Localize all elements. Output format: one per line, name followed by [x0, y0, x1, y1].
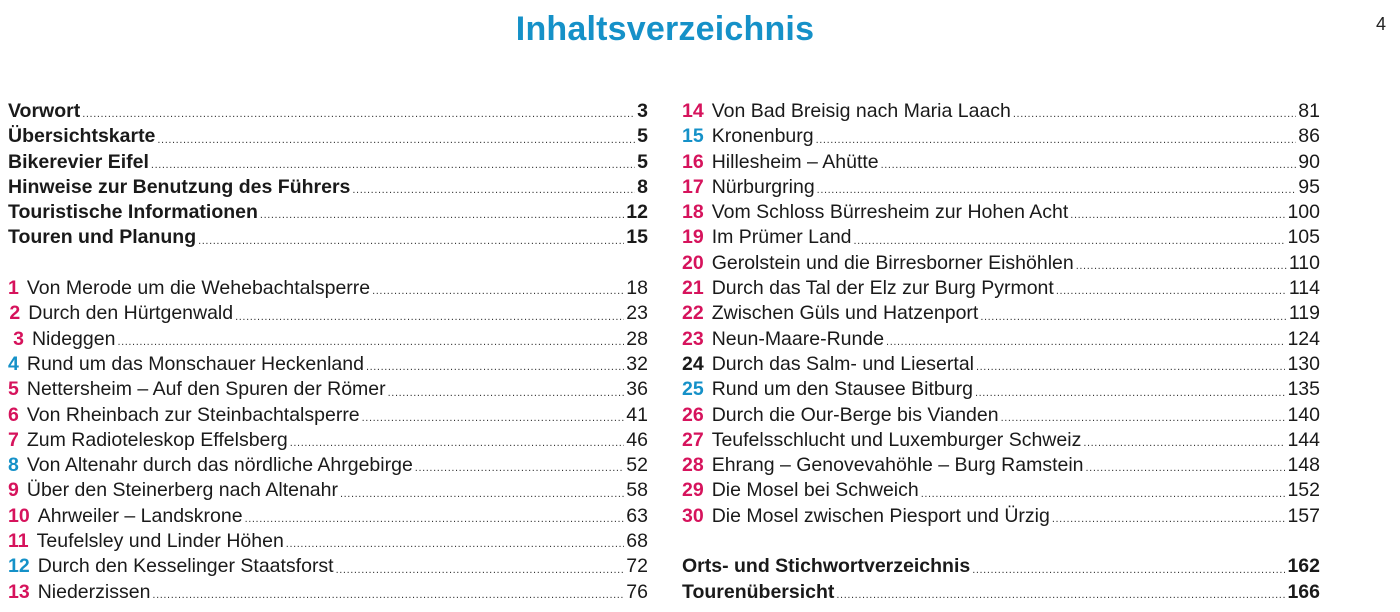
entry-title: Durch den Kesselinger Staatsforst [37, 555, 334, 578]
entry-page-number: 5 [637, 125, 648, 148]
dot-leader [972, 560, 1285, 580]
dot-leader [1076, 256, 1287, 276]
tour-number: 2 [9, 302, 21, 325]
dot-leader [260, 205, 624, 225]
entry-title: Neun-Maare-Runde [711, 327, 885, 350]
entry-page-number: 100 [1287, 201, 1320, 224]
toc-tour-entry[interactable] [682, 225, 1320, 250]
entry-title: Teufelsschlucht und Luxemburger Schweiz [711, 428, 1082, 451]
dot-leader [415, 458, 625, 478]
toc-entry[interactable] [8, 175, 648, 200]
page-title: Inhaltsverzeichnis [515, 10, 815, 48]
toc-tour-entry[interactable] [8, 377, 648, 402]
toc-entry[interactable] [8, 200, 648, 225]
dot-leader [817, 180, 1297, 200]
toc-tour-entry[interactable] [682, 99, 1320, 124]
entry-page-number: 46 [626, 428, 648, 451]
entry-title: Kronenburg [711, 125, 814, 148]
dot-leader [157, 130, 635, 150]
entry-page-number: 157 [1287, 504, 1320, 527]
toc-tour-entry[interactable] [8, 276, 648, 301]
tour-number: 11 [8, 530, 29, 553]
dot-leader [340, 484, 624, 504]
tour-number: 4 [8, 352, 19, 375]
dot-leader [290, 433, 625, 453]
dot-leader [245, 509, 625, 529]
entry-title: Zwischen Güls und Hatzenport [711, 302, 979, 325]
dot-leader [1070, 205, 1285, 225]
toc-tour-entry[interactable] [8, 529, 648, 554]
page-number: 4 [1375, 14, 1386, 34]
entry-title: Orts- und Stichwortverzeichnis [682, 555, 971, 578]
dot-leader [881, 155, 1297, 175]
entry-title: Gerolstein und die Birresborner Eishöhlen [711, 251, 1074, 274]
entry-page-number: 86 [1298, 125, 1320, 148]
entry-page-number: 18 [626, 277, 648, 300]
tour-number: 28 [682, 454, 704, 477]
entry-page-number: 130 [1287, 352, 1320, 375]
toc-tour-entry[interactable] [682, 478, 1320, 503]
dot-leader [372, 281, 624, 301]
tour-number: 24 [682, 352, 704, 375]
entry-title: Durch den Hürtgenwald [28, 302, 234, 325]
entry-title: Übersichtskarte [8, 125, 156, 148]
toc-tour-entry[interactable] [8, 453, 648, 478]
entry-page-number: 12 [626, 201, 648, 224]
tour-number: 14 [682, 100, 704, 122]
tour-number: 9 [8, 479, 19, 502]
entry-title: Nettersheim – Auf den Spuren der Römer [26, 378, 386, 401]
toc-entry[interactable] [8, 150, 648, 175]
entry-page-number: 5 [637, 150, 648, 173]
dot-leader [854, 231, 1286, 251]
dot-leader [235, 307, 624, 327]
entry-page-number: 140 [1287, 403, 1320, 426]
entry-page-number: 119 [1288, 302, 1320, 325]
toc-tour-entry[interactable] [8, 428, 648, 453]
entry-page-number: 90 [1298, 150, 1320, 173]
tour-number: 26 [682, 403, 704, 426]
toc-entry[interactable] [682, 554, 1320, 579]
toc-tour-entry[interactable] [8, 403, 648, 428]
entry-page-number: 23 [626, 302, 648, 325]
toc-tour-entry[interactable] [8, 301, 648, 326]
dot-leader [1056, 281, 1287, 301]
entry-page-number: 152 [1287, 479, 1320, 502]
tour-number: 18 [682, 201, 704, 224]
dot-leader [1086, 458, 1286, 478]
tour-number: 3 [13, 327, 24, 350]
entry-page-number: 81 [1298, 100, 1320, 122]
toc-tour-entry[interactable] [682, 453, 1320, 478]
dot-leader [980, 307, 1287, 327]
entry-title: Von Altenahr durch das nördliche Ahrgebirge [26, 454, 413, 477]
entry-title: Nideggen [31, 327, 116, 350]
dot-leader [151, 155, 635, 175]
tour-number: 22 [682, 302, 704, 325]
dot-leader [1083, 433, 1285, 453]
tour-number: 29 [682, 479, 704, 502]
toc-tour-entry[interactable] [682, 175, 1320, 200]
toc-tour-entry[interactable] [682, 124, 1320, 149]
tour-number: 20 [682, 251, 704, 274]
tour-number: 19 [682, 226, 704, 249]
tour-number: 12 [8, 555, 30, 578]
entry-page-number: 28 [626, 327, 648, 350]
dot-leader [336, 560, 625, 580]
toc-tour-entry[interactable] [8, 352, 648, 377]
entry-title: Ahrweiler – Landskrone [37, 504, 243, 527]
entry-title: Von Rheinbach zur Steinbachtalsperre [26, 403, 360, 426]
toc-tour-entry[interactable] [682, 200, 1320, 225]
tour-number: 25 [682, 378, 704, 401]
toc-tour-entry[interactable] [682, 150, 1320, 175]
toc-right-column [682, 99, 1320, 605]
entry-title: Vorwort [8, 100, 81, 122]
dot-leader [352, 180, 635, 200]
entry-title: Tourenübersicht [682, 580, 835, 603]
tour-number: 21 [682, 277, 704, 300]
toc-tour-entry[interactable] [682, 352, 1320, 377]
entry-title: Durch die Our-Berge bis Vianden [711, 403, 999, 426]
entry-page-number: 58 [626, 479, 648, 502]
entry-page-number: 52 [626, 454, 648, 477]
tour-number: 10 [8, 504, 30, 527]
entry-page-number: 110 [1288, 251, 1320, 274]
entry-page-number: 41 [626, 403, 648, 426]
entry-page-number: 63 [626, 504, 648, 527]
entry-page-number: 166 [1287, 580, 1320, 603]
toc-tour-entry[interactable] [8, 580, 648, 605]
dot-leader [152, 585, 624, 605]
entry-title: Hillesheim – Ahütte [711, 150, 879, 173]
tour-number: 16 [682, 150, 704, 173]
toc-entry[interactable] [8, 225, 648, 250]
entry-page-number: 8 [637, 175, 648, 198]
toc-tour-entry[interactable] [8, 478, 648, 503]
entry-page-number: 148 [1287, 454, 1320, 477]
toc-entry[interactable] [682, 580, 1320, 605]
entry-page-number: 32 [626, 352, 648, 375]
entry-title: Rund um den Stausee Bitburg [711, 378, 973, 401]
entry-page-number: 162 [1287, 555, 1320, 578]
toc-entry[interactable] [8, 99, 648, 124]
dot-leader [388, 383, 625, 403]
toc-tour-entry[interactable] [8, 504, 648, 529]
entry-title: Über den Steinerberg nach Altenahr [26, 479, 338, 502]
tour-number: 8 [8, 454, 19, 477]
tour-number: 15 [682, 125, 704, 148]
dot-leader [1001, 408, 1286, 428]
dot-leader [198, 231, 624, 251]
tour-number: 27 [682, 428, 704, 451]
toc-tour-entry[interactable] [682, 504, 1320, 529]
entry-title: Nürburgring [711, 175, 815, 198]
entry-page-number: 36 [626, 378, 648, 401]
entry-page-number: 105 [1287, 226, 1320, 249]
toc-tour-entry[interactable] [682, 327, 1320, 352]
entry-title: Im Prümer Land [711, 226, 852, 249]
tour-number: 6 [8, 403, 19, 426]
toc-tour-entry[interactable] [682, 403, 1320, 428]
entry-page-number: 3 [637, 100, 648, 122]
tour-number: 7 [8, 428, 19, 451]
entry-title: Die Mosel zwischen Piesport und Ürzig [711, 504, 1050, 527]
dot-leader [362, 408, 625, 428]
entry-page-number: 95 [1298, 175, 1320, 198]
entry-title: Bikerevier Eifel [8, 150, 149, 173]
tour-number: 13 [8, 580, 30, 603]
entry-title: Durch das Tal der Elz zur Burg Pyrmont [711, 277, 1054, 300]
entry-title: Die Mosel bei Schweich [711, 479, 919, 502]
toc-left-column [8, 99, 648, 605]
toc-tour-entry[interactable] [682, 276, 1320, 301]
tour-number: 1 [8, 277, 19, 300]
entry-title: Rund um das Monschauer Heckenland [26, 352, 364, 375]
dot-leader [1013, 104, 1296, 124]
tour-number: 30 [682, 504, 704, 527]
entry-title: Hinweise zur Benutzung des Führers [8, 175, 351, 198]
entry-title: Touren und Planung [8, 226, 197, 249]
toc-tour-entry[interactable] [8, 327, 648, 352]
dot-leader [886, 332, 1285, 352]
entry-title: Von Merode um die Wehebachtalsperre [26, 277, 371, 300]
dot-leader [816, 130, 1297, 150]
toc-tour-entry[interactable] [8, 554, 648, 579]
toc-tour-entry[interactable] [682, 377, 1320, 402]
entry-page-number: 124 [1287, 327, 1320, 350]
dot-leader [366, 357, 624, 377]
dot-leader [117, 332, 624, 352]
dot-leader [1052, 509, 1286, 529]
entry-title: Teufelsley und Linder Höhen [36, 530, 284, 553]
entry-title: Touristische Informationen [8, 201, 258, 224]
dot-leader [921, 484, 1286, 504]
entry-page-number: 144 [1287, 428, 1320, 451]
entry-page-number: 15 [626, 226, 648, 249]
entry-title: Von Bad Breisig nach Maria Laach [711, 100, 1011, 122]
entry-page-number: 114 [1288, 277, 1320, 300]
tour-number: 17 [682, 175, 704, 198]
dot-leader [286, 534, 625, 554]
dot-leader [836, 585, 1285, 605]
entry-title: Ehrang – Genovevahöhle – Burg Ramstein [711, 454, 1084, 477]
tour-number: 23 [682, 327, 704, 350]
entry-title: Vom Schloss Bürresheim zur Hohen Acht [711, 201, 1069, 224]
entry-title: Zum Radioteleskop Effelsberg [26, 428, 288, 451]
entry-title: Niederzissen [37, 580, 151, 603]
dot-leader [82, 104, 635, 124]
toc-tour-entry[interactable] [682, 301, 1320, 326]
dot-leader [976, 357, 1285, 377]
dot-leader [975, 383, 1285, 403]
entry-page-number: 72 [626, 555, 648, 578]
toc-entry[interactable] [8, 124, 648, 149]
entry-page-number: 135 [1287, 378, 1320, 401]
toc-tour-entry[interactable] [682, 251, 1320, 276]
entry-page-number: 76 [626, 580, 648, 603]
toc-tour-entry[interactable] [682, 428, 1320, 453]
entry-title: Durch das Salm- und Liesertal [711, 352, 974, 375]
tour-number: 5 [8, 378, 19, 401]
entry-page-number: 68 [626, 530, 648, 553]
